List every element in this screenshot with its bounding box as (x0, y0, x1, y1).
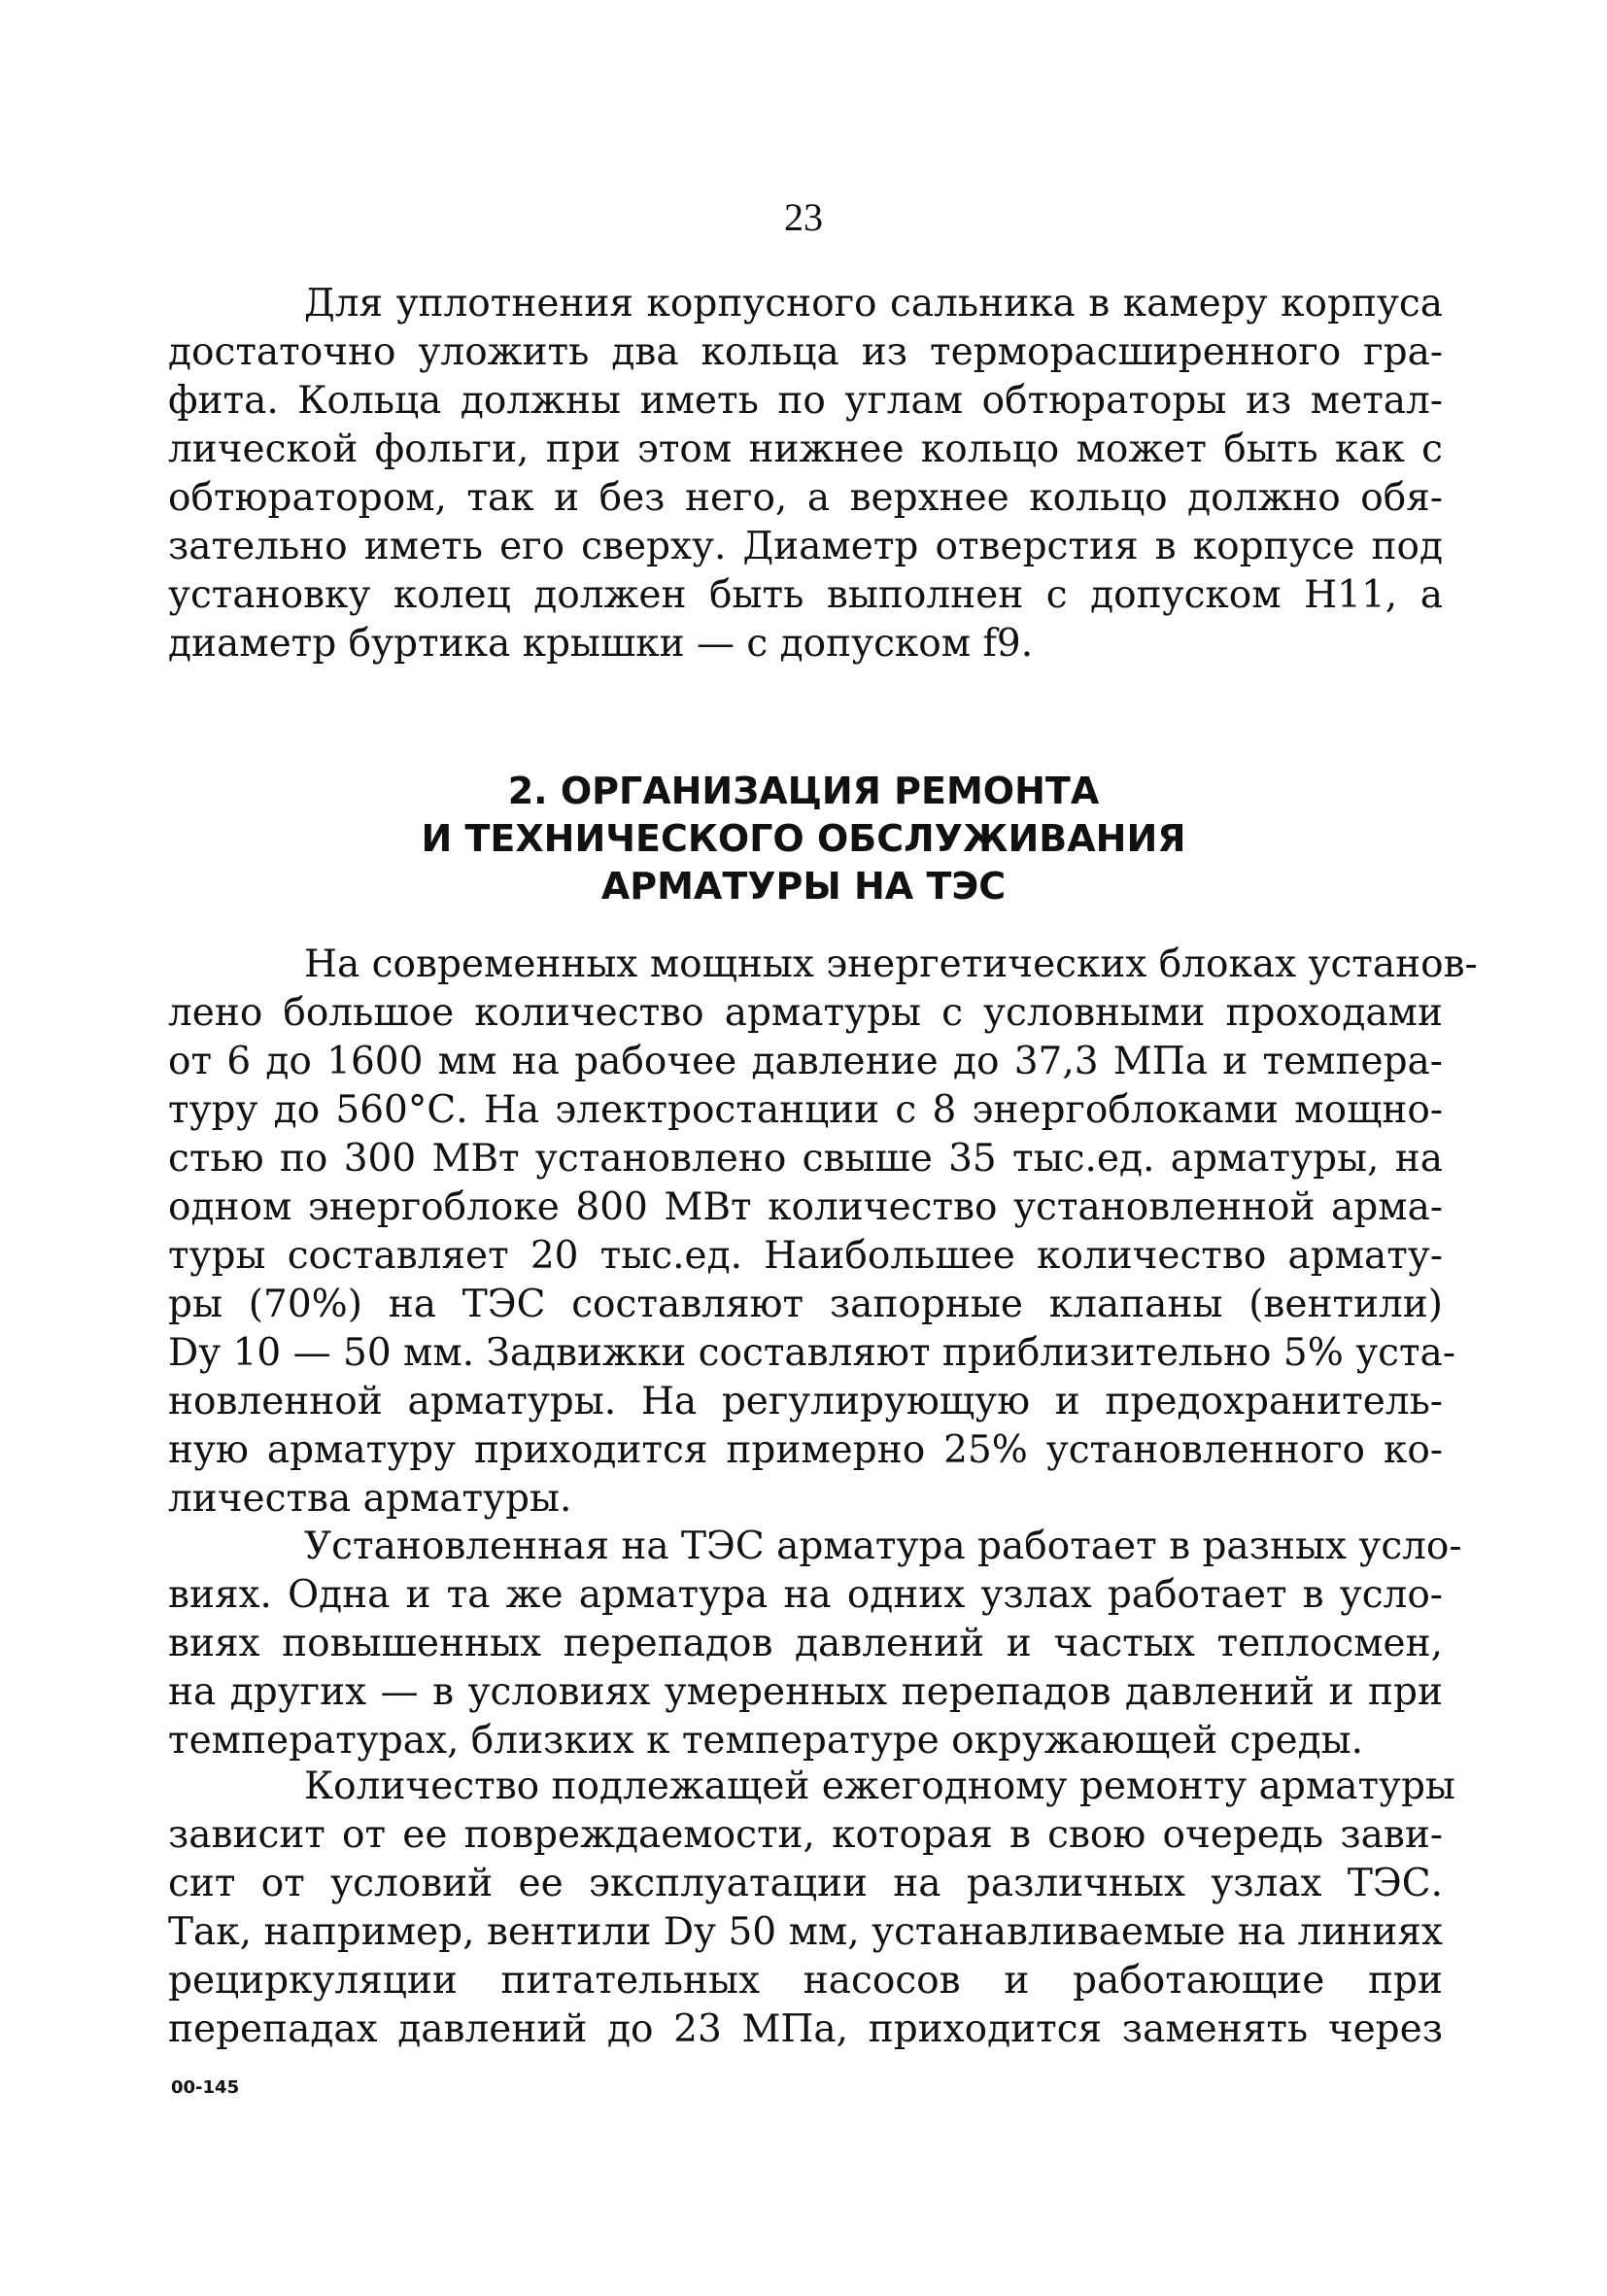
paragraph-line: рециркуляции питательных насосов и работающие при (168, 1959, 1443, 2003)
heading-line: 2. ОРГАНИЗАЦИЯ РЕМОНТА (507, 770, 1100, 812)
paragraph-line: достаточно уложить два кольца из терморасширенного гра- (168, 330, 1443, 374)
paragraph-line: На современных мощных энергетических блоках установ- (304, 942, 1478, 986)
paragraph-line: стью по 300 МВт установлено свыше 35 тыс.ед. арматуры, на (168, 1137, 1443, 1181)
paragraph-line: сит от условий ее эксплуатации на различных узлах ТЭС. (168, 1862, 1443, 1905)
paragraph-line: зательно иметь его сверху. Диаметр отверстия в корпусе под (168, 525, 1443, 568)
paragraph-line: установку колец должен быть выполнен с допуском H11, а (168, 573, 1443, 617)
paragraph-line: туру до 560°С. На электростанции с 8 энергоблоками мощно- (168, 1088, 1443, 1132)
paragraph-repair-volume (168, 1763, 1455, 2054)
paragraph-line: перепадах давлений до 23 МПа, приходится заменять через (168, 2007, 1443, 2051)
paragraph-sealing (168, 280, 1443, 668)
paragraph-line: туры составляет 20 тыс.ед. Наибольшее количество армату- (168, 1234, 1443, 1278)
paragraph-line: одном энергоблоке 800 МВт количество установленной арма- (168, 1185, 1443, 1229)
heading-line: И ТЕХНИЧЕСКОГО ОБСЛУЖИВАНИЯ (421, 817, 1186, 860)
section-heading (0, 768, 1607, 910)
paragraph-line: зависит от ее повреждаемости, которая в свою очередь зави- (168, 1813, 1443, 1857)
paragraph-line: Установленная на ТЭС арматура работает в разных усло- (304, 1525, 1462, 1568)
paragraph-line: Количество подлежащей ежегодному ремонту арматуры (304, 1765, 1455, 1808)
paragraph-line: лической фольги, при этом нижнее кольцо может быть как с (168, 428, 1443, 471)
paragraph-line: виях повышенных перепадов давлений и частых теплосмен, (168, 1622, 1443, 1665)
paragraph-operating-conditions (168, 1523, 1462, 1765)
paragraph-line: обтюратором, так и без него, а верхнее кольцо должно обя- (168, 476, 1443, 520)
paragraph-line: новленной арматуры. На регулирующую и предохранитель- (168, 1380, 1443, 1423)
paragraph-line: фита. Кольца должны иметь по углам обтюраторы из метал- (168, 379, 1443, 423)
paragraph-line: температурах, близких к температуре окружающей среды. (168, 1719, 1364, 1763)
paragraph-line: диаметр буртика крышки — с допуском f9. (168, 622, 1034, 666)
paragraph-line: ры (70%) на ТЭС составляют запорные клапаны (вентили) (168, 1283, 1443, 1326)
paragraph-line: лено большое количество арматуры с условными проходами (168, 991, 1443, 1035)
paragraph-line: ную арматуру приходится примерно 25% установленного ко- (168, 1428, 1443, 1472)
paragraph-line: Так, например, вентили Dу 50 мм, устанавливаемые на линиях (168, 1910, 1443, 1954)
footer-code: 00-145 (171, 2077, 240, 2098)
paragraph-line: Dу 10 — 50 мм. Задвижки составляют приблизительно 5% уста- (168, 1331, 1455, 1375)
paragraph-line: Для уплотнения корпусного сальника в камеру корпуса (304, 282, 1443, 326)
paragraph-line: от 6 до 1600 мм на рабочее давление до 37,3 МПа и темпера- (168, 1040, 1443, 1083)
paragraph-line: на других — в условиях умеренных перепадов давлений и при (168, 1670, 1443, 1714)
paragraph-valve-quantity (168, 941, 1478, 1524)
paragraph-line: виях. Одна и та же арматура на одних узлах работает в усло- (168, 1573, 1443, 1617)
page-number: 23 (784, 195, 823, 239)
heading-line: АРМАТУРЫ НА ТЭС (600, 865, 1007, 908)
paragraph-line: личества арматуры. (168, 1477, 572, 1521)
